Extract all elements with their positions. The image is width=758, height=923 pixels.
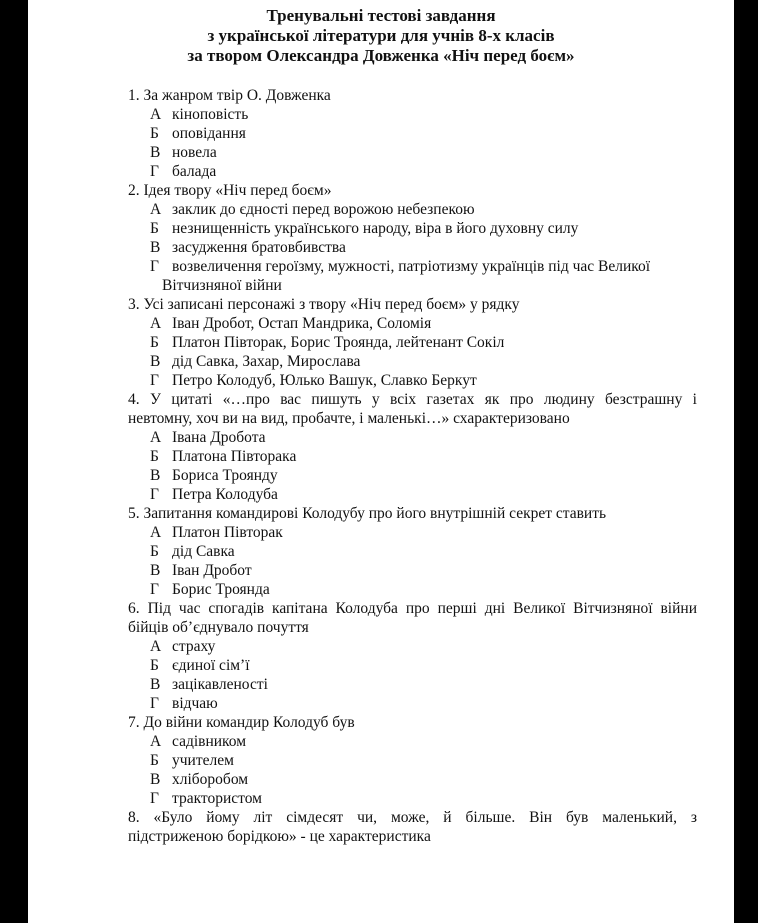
option-letter: В xyxy=(150,239,161,256)
option-letter: Б xyxy=(150,752,159,769)
option-text-continuation: Вітчизняної війни xyxy=(162,277,282,294)
option-text: новела xyxy=(172,144,217,161)
option-letter: Б xyxy=(150,448,159,465)
option-v xyxy=(150,466,697,485)
question-text: 3. Усі записані персонажі з твору «Ніч перед боєм» у рядку xyxy=(128,296,520,313)
question-3 xyxy=(128,295,697,390)
option-v xyxy=(150,238,697,257)
title-line-1: Тренувальні тестові завдання xyxy=(266,6,496,25)
question-text xyxy=(128,390,697,428)
option-b xyxy=(150,751,697,770)
option-letter: А xyxy=(150,106,162,123)
option-letter: В xyxy=(150,467,161,484)
document-page xyxy=(28,0,734,923)
option-letter: Б xyxy=(150,657,159,674)
question-text-line: 6. Під час спогадів капітана Колодуба про перші дні Великої Вітчизняної війни xyxy=(128,600,697,617)
option-letter: Г xyxy=(150,581,159,598)
quiz-list xyxy=(128,86,697,846)
option-b xyxy=(150,124,697,143)
option-text: Іван Дробот xyxy=(172,562,252,579)
question-text: 2. Ідея твору «Ніч перед боєм» xyxy=(128,182,332,199)
option-h xyxy=(150,694,697,713)
option-letter: В xyxy=(150,562,161,579)
question-text xyxy=(128,599,697,637)
option-text: єдиної сім’ї xyxy=(172,657,250,674)
option-text: трактористом xyxy=(172,790,262,807)
option-h xyxy=(150,580,697,599)
option-text: страху xyxy=(172,638,216,655)
option-letter: Б xyxy=(150,334,159,351)
option-text: незнищенність українського народу, віра в його духовну силу xyxy=(172,220,579,237)
option-text: Платона Півторака xyxy=(172,448,297,465)
question-text: 5. Запитання командирові Колодубу про його внутрішній секрет ставить xyxy=(128,505,607,522)
question-text-line: бійців об’єднувало почуття xyxy=(128,619,309,636)
option-letter: Г xyxy=(150,486,159,503)
option-a xyxy=(150,428,697,447)
option-v xyxy=(150,675,697,694)
option-letter: В xyxy=(150,771,161,788)
option-b xyxy=(150,542,697,561)
option-text: відчаю xyxy=(172,695,218,712)
option-b xyxy=(150,656,697,675)
question-6 xyxy=(128,599,697,713)
question-text-line: невтомну, хоч ви на вид, пробачте, і маленькі…» схарактеризовано xyxy=(128,410,570,427)
option-v xyxy=(150,143,697,162)
option-letter: В xyxy=(150,676,161,693)
option-letter: А xyxy=(150,638,162,655)
option-v xyxy=(150,561,697,580)
question-text: 1. За жанром твір О. Довженка xyxy=(128,87,331,104)
option-a xyxy=(150,637,697,656)
option-text: учителем xyxy=(172,752,234,769)
question-7 xyxy=(128,713,697,808)
question-4 xyxy=(128,390,697,504)
option-a xyxy=(150,314,697,333)
option-letter: Г xyxy=(150,790,159,807)
option-text: дід Савка xyxy=(172,543,235,560)
option-letter: А xyxy=(150,201,162,218)
option-text: Івана Дробота xyxy=(172,429,266,446)
option-letter: А xyxy=(150,524,162,541)
option-text: Іван Дробот, Остап Мандрика, Соломія xyxy=(172,315,432,332)
option-text: кіноповість xyxy=(172,106,249,123)
option-letter: Г xyxy=(150,372,159,389)
question-2 xyxy=(128,181,697,295)
option-a xyxy=(150,200,697,219)
option-v xyxy=(150,770,697,789)
option-text: хліборобом xyxy=(172,771,249,788)
option-text: Петра Колодуба xyxy=(172,486,278,503)
option-text: Платон Півторак, Борис Троянда, лейтенант Сокіл xyxy=(172,334,505,351)
option-h xyxy=(150,789,697,808)
option-h xyxy=(150,371,697,390)
question-text-line: підстриженою борідкою» - це характеристика xyxy=(128,828,431,845)
option-h xyxy=(150,162,697,181)
option-text: засудження братовбивства xyxy=(172,239,346,256)
title-line-2: з української літератури для учнів 8-х класів xyxy=(207,26,555,45)
option-a xyxy=(150,732,697,751)
question-1 xyxy=(128,86,697,181)
option-b xyxy=(150,333,697,352)
question-text-line: 4. У цитаті «…про вас пишуть у всіх газетах як про людину безстрашну і xyxy=(128,391,697,408)
option-b xyxy=(150,447,697,466)
option-text: балада xyxy=(172,163,217,180)
option-letter: Г xyxy=(150,163,159,180)
option-text: зацікавленості xyxy=(172,676,268,693)
option-letter: Г xyxy=(150,695,159,712)
option-v xyxy=(150,352,697,371)
question-text-line: 8. «Було йому літ сімдесят чи, може, й більше. Він був маленький, з xyxy=(128,809,697,826)
option-letter: Б xyxy=(150,220,159,237)
option-h xyxy=(150,257,697,295)
option-letter: А xyxy=(150,315,162,332)
option-letter: Б xyxy=(150,543,159,560)
option-letter: Б xyxy=(150,125,159,142)
question-8 xyxy=(128,808,697,846)
question-text: 7. До війни командир Колодуб був xyxy=(128,714,355,731)
option-letter: Г xyxy=(150,258,159,275)
option-h xyxy=(150,485,697,504)
option-text: дід Савка, Захар, Мирослава xyxy=(172,353,361,370)
option-text: Бориса Троянду xyxy=(172,467,278,484)
document-title xyxy=(28,6,734,66)
option-text: заклик до єдності перед ворожою небезпекою xyxy=(172,201,475,218)
option-b xyxy=(150,219,697,238)
option-letter: А xyxy=(150,429,162,446)
question-text xyxy=(128,808,697,846)
option-text: оповідання xyxy=(172,125,246,142)
option-text: Борис Троянда xyxy=(172,581,270,598)
question-5 xyxy=(128,504,697,599)
option-letter: В xyxy=(150,144,161,161)
option-text: садівником xyxy=(172,733,247,750)
option-text: Платон Півторак xyxy=(172,524,283,541)
option-letter: В xyxy=(150,353,161,370)
option-text: возвеличення героїзму, мужності, патріотизму українців під час Великої xyxy=(172,258,651,275)
option-text: Петро Колодуб, Юлько Вашук, Славко Беркут xyxy=(172,372,477,389)
title-line-3: за твором Олександра Довженка «Ніч перед боєм» xyxy=(187,46,575,65)
option-a xyxy=(150,105,697,124)
option-letter: А xyxy=(150,733,162,750)
option-a xyxy=(150,523,697,542)
